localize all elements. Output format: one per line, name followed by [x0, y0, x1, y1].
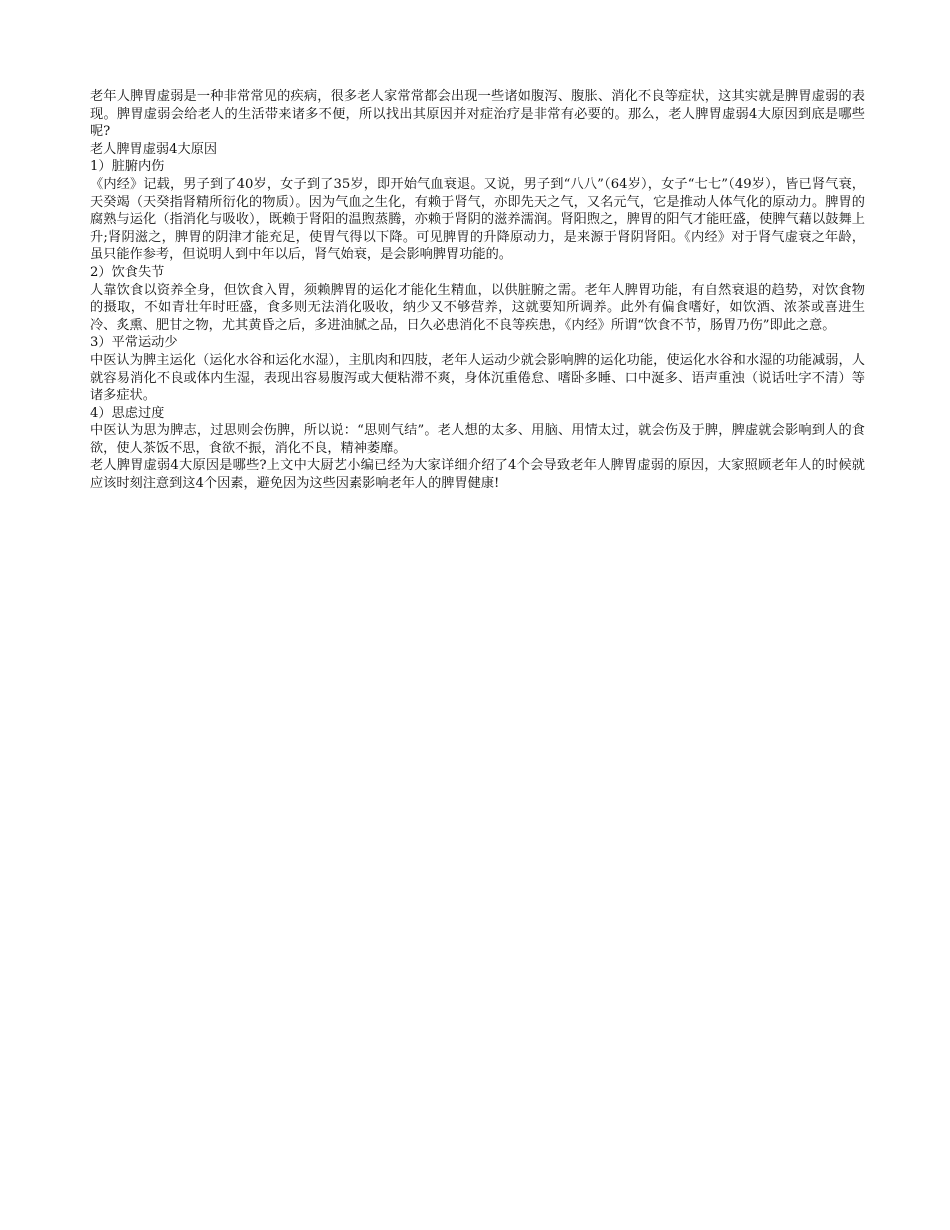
section-body-2: 人靠饮食以资养全身，但饮食入胃，须赖脾胃的运化才能化生精血，以供脏腑之需。老年人脾胃功能，有自然衰退的趋势，对饮食物的摄取，不如青壮年时旺盛，食多则无法消化吸收，纳少又不够营养，这就要知所调养。此外有偏食嗜好，如饮酒、浓茶或喜进生冷、炙熏、肥甘之物，尤其黄昏之后，多进油腻之品，日久必患消化不良等疾患，《内经》所谓“饮食不节，肠胃乃伤”即此之意。: [90, 282, 865, 333]
section-body-4: 中医认为思为脾志，过思则会伤脾，所以说：“思则气结”。老人想的太多、用脑、用情太过，就会伤及于脾，脾虚就会影响到人的食欲，使人茶饭不思，食欲不振，消化不良，精神萎靡。: [90, 423, 865, 456]
section-heading-2: 2）饮食失节: [90, 264, 165, 280]
section-body-3: 中医认为脾主运化（运化水谷和运化水湿），主肌肉和四肢，老年人运动少就会影响脾的运化功能，使运化水谷和水湿的功能减弱，人就容易消化不良或体内生湿，表现出容易腹泻或大便粘滞不爽，身体沉重倦怠、嗜卧多睡、口中涎多、语声重浊（说话吐字不清）等诸多症状。: [90, 352, 865, 404]
section-body-1: 《内经》记载，男子到了40岁，女子到了35岁，即开始气血衰退。又说，男子到“八八”（64岁），女子“七七”（49岁），皆已肾气衰，天癸竭（天癸指肾精所衍化的物质）。因为气血之生化，有赖于肾气，亦即先天之气，又名元气，它是推动人体气化的原动力。脾胃的腐熟与运化（指消化与吸收），既赖于肾阳的温煦蒸腾，亦赖于肾阴的滋养濡润。肾阳煦之，脾胃的阳气才能旺盛，使脾气藉以鼓舞上升;肾阴滋之，脾胃的阴津才能充足，使胃气得以下降。可见脾胃的升降原动力，是来源于肾阴肾阳。《内经》对于肾气虚衰之年龄，虽只能作参考，但说明人到中年以后，肾气始衰，是会影响脾胃功能的。: [90, 176, 865, 263]
intro-paragraph: 老年人脾胃虚弱是一种非常常见的疾病，很多老人家常常都会出现一些诸如腹泻、腹胀、消化不良等症状，这其实就是脾胃虚弱的表现。脾胃虚弱会给老人的生活带来诸多不便，所以找出其原因并对症治疗是非常有必要的。那么，老人脾胃虚弱4大原因到底是哪些呢?: [90, 89, 865, 140]
conclusion-paragraph: 老人脾胃虚弱4大原因是哪些?上文中大厨艺小编已经为大家详细介绍了4个会导致老年人脾胃虚弱的原因，大家照顾老年人的时候就应该时刻注意到这4个因素，避免因为这些因素影响老年人的脾胃健康!: [90, 458, 865, 492]
section-heading-1: 1）脏腑内伤: [90, 159, 165, 175]
article: [90, 88, 865, 493]
section-heading-4: 4）思虑过度: [90, 405, 165, 421]
section-heading-3: 3）平常运动少: [90, 335, 178, 351]
article-title: 老人脾胃虚弱4大原因: [90, 141, 218, 157]
